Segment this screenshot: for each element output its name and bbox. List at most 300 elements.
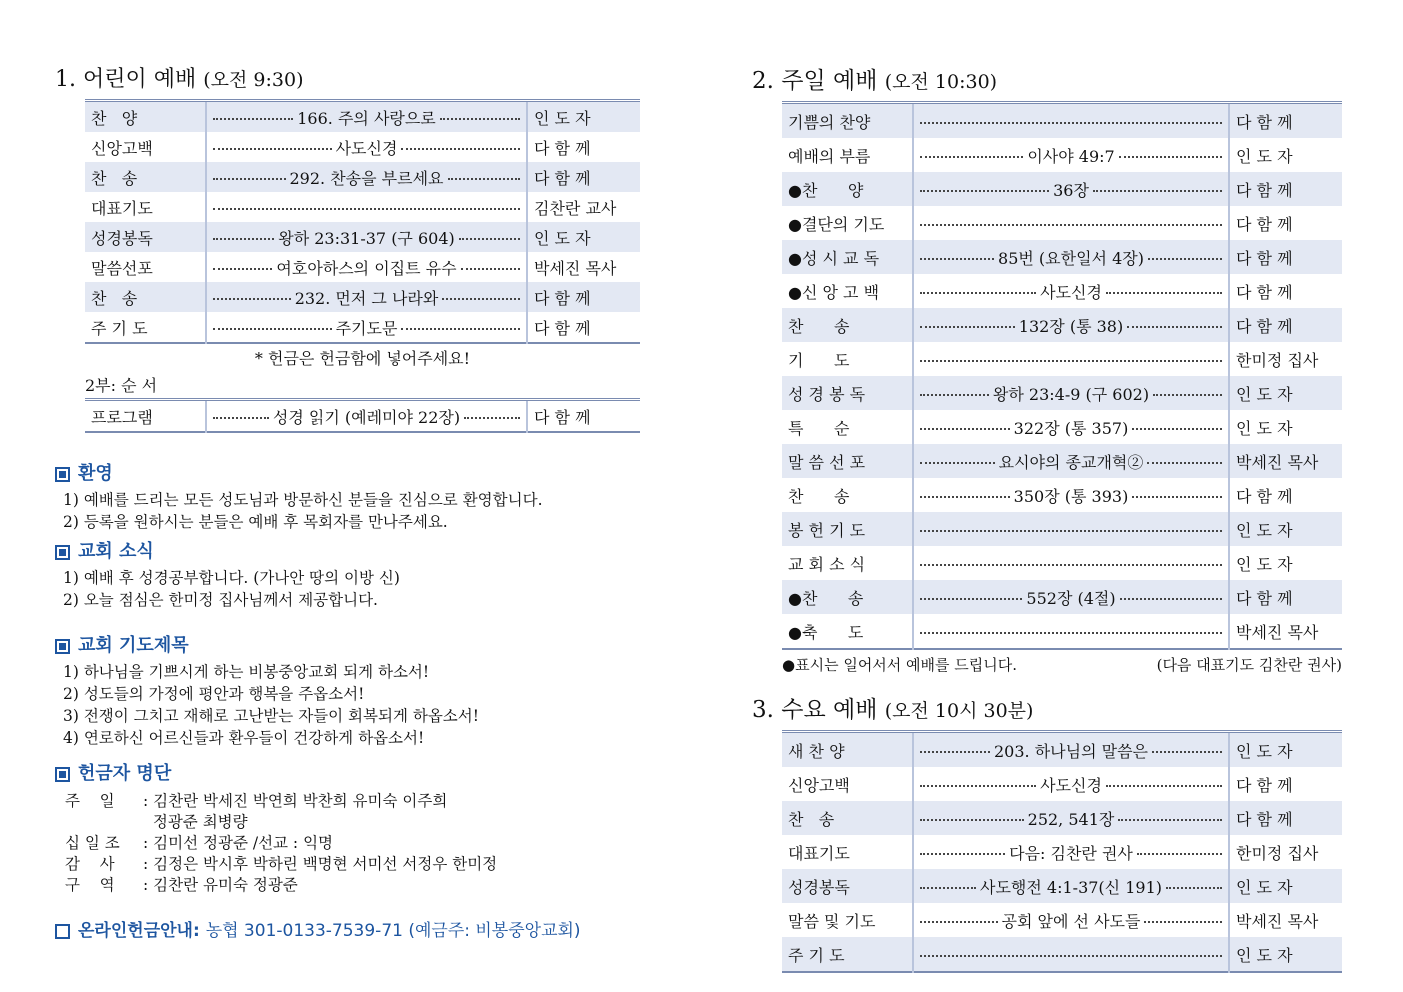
order-row bbox=[85, 132, 640, 162]
dot-fill bbox=[213, 417, 269, 419]
dot-fill bbox=[920, 360, 1222, 362]
dotted-leader bbox=[213, 256, 520, 279]
order-item: 성경봉독 bbox=[782, 869, 913, 903]
dot-fill bbox=[920, 530, 1222, 532]
order-row bbox=[782, 512, 1342, 546]
list-item: 2) 오늘 점심은 한미정 집사님께서 제공합니다. bbox=[63, 591, 378, 609]
sunday-footnote bbox=[782, 654, 1342, 675]
order-leader: 인 도 자 bbox=[1236, 146, 1293, 166]
dotted-leader bbox=[213, 286, 520, 309]
order-item: 말 씀 선 포 bbox=[782, 444, 913, 478]
content-text: 성경 읽기 (예레미야 22장) bbox=[272, 407, 461, 427]
dotted-leader bbox=[920, 807, 1222, 830]
dot-fill bbox=[213, 208, 520, 210]
donor-names: : 김정은 박시후 박하린 백명현 서미선 서정우 한미정 bbox=[143, 855, 498, 873]
order-row bbox=[782, 410, 1342, 444]
dot-fill bbox=[920, 224, 1222, 226]
dot-fill bbox=[213, 118, 293, 120]
list-item: 1) 예배 후 성경공부합니다. (가나안 땅의 이방 신) bbox=[63, 569, 400, 587]
prayer-title: 교회 기도제목 bbox=[78, 635, 189, 656]
donors-heading bbox=[55, 759, 645, 785]
order-leader: 다 함 께 bbox=[1236, 282, 1293, 302]
order-item: 성경봉독 bbox=[85, 222, 206, 252]
order-item: 주 기 도 bbox=[91, 318, 148, 338]
dotted-leader bbox=[920, 280, 1222, 303]
order-leader: 다 함 께 bbox=[527, 282, 640, 312]
order-leader: 한미정 집사 bbox=[1236, 843, 1319, 863]
order-item: 특 순 bbox=[788, 418, 850, 438]
content-text: 다음: 김찬란 권사 bbox=[1009, 843, 1133, 863]
order-content bbox=[913, 767, 1229, 801]
order-row bbox=[782, 103, 1342, 139]
dot-fill bbox=[448, 178, 521, 180]
donor-row bbox=[65, 833, 645, 854]
children-worship-title bbox=[55, 62, 645, 93]
content-text: 사도신경 bbox=[335, 138, 398, 158]
list-item: 3) 전쟁이 그치고 재해로 고난받는 자들이 회복되게 하옵소서! bbox=[63, 707, 479, 725]
order-row bbox=[782, 732, 1342, 768]
order-content bbox=[913, 801, 1229, 835]
order-content bbox=[206, 222, 527, 252]
order-item: 기쁨의 찬양 bbox=[782, 103, 913, 139]
order-row bbox=[782, 172, 1342, 206]
content-text: 232. 먼저 그 나라와 bbox=[294, 288, 439, 308]
order-row bbox=[782, 767, 1342, 801]
list-item: 1) 하나님을 기쁘시게 하는 비봉중앙교회 되게 하소서! bbox=[63, 663, 430, 681]
dot-fill bbox=[1144, 921, 1222, 923]
dotted-leader bbox=[920, 951, 1222, 957]
order-row bbox=[782, 342, 1342, 376]
order-leader: 다 함 께 bbox=[1229, 580, 1342, 614]
content-text: 사도신경 bbox=[1040, 282, 1102, 302]
donor-row bbox=[65, 854, 645, 875]
part2-table bbox=[85, 398, 640, 433]
donors-list bbox=[65, 791, 645, 896]
dot-fill bbox=[920, 394, 989, 396]
dot-fill bbox=[920, 598, 1022, 600]
order-content bbox=[913, 732, 1229, 768]
order-item: 예배의 부름 bbox=[788, 146, 871, 166]
donor-row bbox=[65, 812, 645, 833]
donor-names: : 김미선 정광준 /선교 : 익명 bbox=[143, 834, 334, 852]
order-content bbox=[913, 869, 1229, 903]
order-content bbox=[913, 206, 1229, 240]
order-leader: 박세진 목사 bbox=[1229, 444, 1342, 478]
order-row bbox=[782, 478, 1342, 512]
order-row bbox=[85, 222, 640, 252]
order-content bbox=[913, 172, 1229, 206]
list-item: 1) 예배를 드리는 모든 성도님과 방문하신 분들을 진심으로 환영합니다. bbox=[63, 491, 543, 509]
order-leader: 인 도 자 bbox=[527, 101, 640, 133]
prayer-heading bbox=[55, 631, 645, 657]
dotted-leader bbox=[213, 204, 520, 210]
content-text: 왕하 23:4-9 (구 602) bbox=[992, 384, 1150, 404]
order-leader: 다 함 께 bbox=[534, 407, 591, 427]
dotted-leader bbox=[920, 220, 1222, 226]
order-leader: 다 함 께 bbox=[1236, 214, 1293, 234]
dotted-leader bbox=[920, 356, 1222, 362]
order-leader: 인 도 자 bbox=[1229, 869, 1342, 903]
dotted-leader bbox=[920, 909, 1222, 932]
order-leader: 다 함 께 bbox=[1229, 801, 1342, 835]
order-row bbox=[85, 162, 640, 192]
news-heading bbox=[55, 537, 645, 563]
order-content bbox=[206, 132, 527, 162]
dot-fill bbox=[1166, 887, 1222, 889]
dot-fill bbox=[920, 751, 990, 753]
order-item: ●축 도 bbox=[788, 622, 864, 642]
news-title: 교회 소식 bbox=[78, 541, 154, 562]
order-item: 찬 송 bbox=[782, 308, 913, 342]
dot-fill bbox=[920, 887, 976, 889]
content-text: 85번 (요한일서 4장) bbox=[998, 248, 1144, 268]
dot-fill bbox=[213, 238, 274, 240]
order-leader: 다 함 께 bbox=[1236, 775, 1293, 795]
section-title-text: 1. 어린이 예배 bbox=[55, 67, 197, 92]
content-text: 292. 찬송을 부르세요 bbox=[289, 168, 444, 188]
order-content bbox=[206, 400, 527, 433]
standing-note: ●표시는 일어서서 예배를 드립니다. bbox=[782, 656, 1018, 674]
dot-fill bbox=[920, 564, 1222, 566]
order-item: 대표기도 bbox=[91, 198, 153, 218]
dot-fill bbox=[1132, 428, 1222, 430]
dot-fill bbox=[920, 258, 994, 260]
dot-fill bbox=[920, 428, 1010, 430]
order-item: 대표기도 bbox=[788, 843, 850, 863]
dotted-leader bbox=[920, 118, 1222, 124]
order-item: 찬 송 bbox=[788, 486, 850, 506]
dot-fill bbox=[213, 148, 332, 150]
order-row bbox=[782, 614, 1342, 649]
order-leader: 인 도 자 bbox=[527, 222, 640, 252]
order-item: 찬 송 bbox=[85, 282, 206, 312]
dot-fill bbox=[401, 148, 520, 150]
content-text: 사도신경 bbox=[1040, 775, 1102, 795]
dot-fill bbox=[1093, 190, 1222, 192]
dot-fill bbox=[1152, 751, 1222, 753]
order-content bbox=[206, 192, 527, 222]
news-list bbox=[63, 567, 645, 611]
dot-fill bbox=[213, 178, 286, 180]
order-row bbox=[782, 206, 1342, 240]
square-bullet-icon bbox=[55, 767, 70, 782]
list-item: 4) 연로하신 어르신들과 환우들이 건강하게 하옵소서! bbox=[63, 729, 425, 747]
dot-fill bbox=[920, 326, 1015, 328]
order-item: 찬 양 bbox=[85, 101, 206, 133]
section-time: (오전 10시 30분) bbox=[884, 700, 1034, 722]
order-item: ●결단의 기도 bbox=[788, 214, 885, 234]
content-text: 350장 (통 393) bbox=[1013, 486, 1129, 506]
order-item: 봉 헌 기 도 bbox=[782, 512, 913, 546]
dot-fill bbox=[213, 298, 291, 300]
section-time: (오전 9:30) bbox=[203, 69, 304, 91]
dot-fill bbox=[920, 190, 1049, 192]
order-content bbox=[913, 240, 1229, 274]
order-row bbox=[782, 138, 1342, 172]
content-text: 여호아하스의 이집트 유수 bbox=[276, 258, 457, 278]
order-content bbox=[913, 274, 1229, 308]
dotted-leader bbox=[213, 316, 520, 339]
content-text: 552장 (4절) bbox=[1026, 588, 1116, 608]
dotted-leader bbox=[920, 416, 1222, 439]
offering-note: * 헌금은 헌금함에 넣어주세요! bbox=[254, 349, 471, 368]
order-leader: 박세진 목사 bbox=[534, 258, 617, 278]
content-text: 203. 하나님의 말씀은 bbox=[994, 741, 1148, 761]
content-text: 252, 541장 bbox=[1027, 809, 1115, 829]
dotted-leader bbox=[920, 484, 1222, 507]
dotted-leader bbox=[213, 106, 520, 129]
list-item: 2) 성도들의 가정에 평안과 행복을 주옵소서! bbox=[63, 685, 365, 703]
order-leader: 다 함 께 bbox=[1229, 240, 1342, 274]
order-leader: 다 함 께 bbox=[1229, 103, 1342, 139]
dot-fill bbox=[920, 853, 1005, 855]
content-text: 요시야의 종교개혁② bbox=[998, 452, 1144, 472]
right-column bbox=[752, 62, 1346, 973]
order-content bbox=[913, 410, 1229, 444]
online-label: 온라인헌금안내: bbox=[78, 921, 200, 941]
dot-fill bbox=[401, 328, 520, 330]
children-order-table bbox=[85, 99, 640, 344]
content-text: 주기도문 bbox=[335, 318, 398, 338]
section-time: (오전 10:30) bbox=[884, 71, 998, 93]
donor-row bbox=[65, 875, 645, 896]
donor-label: 감 사 bbox=[65, 855, 115, 873]
order-row bbox=[782, 937, 1342, 972]
order-leader: 다 함 께 bbox=[1229, 308, 1342, 342]
order-leader: 박세진 목사 bbox=[1236, 911, 1319, 931]
content-text: 36장 bbox=[1053, 180, 1089, 200]
online-account: 농협 301-0133-7539-71 (예금주: 비봉중앙교회) bbox=[205, 921, 581, 941]
dot-fill bbox=[920, 156, 1023, 158]
donor-row bbox=[65, 791, 645, 812]
order-content bbox=[913, 103, 1229, 139]
dot-fill bbox=[213, 328, 332, 330]
order-leader: 인 도 자 bbox=[1229, 732, 1342, 768]
order-item: 프로그램 bbox=[91, 407, 153, 427]
welcome-title: 환영 bbox=[78, 463, 113, 484]
dotted-leader bbox=[920, 560, 1222, 566]
dot-fill bbox=[1106, 785, 1222, 787]
dot-fill bbox=[1137, 853, 1222, 855]
dotted-leader bbox=[920, 144, 1222, 167]
dot-fill bbox=[440, 118, 520, 120]
order-item: ●성 시 교 독 bbox=[782, 240, 913, 274]
order-item: 찬 송 bbox=[85, 162, 206, 192]
next-prayer-note: (다음 대표기도 김찬란 권사) bbox=[1156, 656, 1342, 674]
prayer-list bbox=[63, 661, 645, 749]
order-item: 신앙고백 bbox=[788, 775, 850, 795]
content-text: 공회 앞에 선 사도들 bbox=[1001, 911, 1141, 931]
content-text: 132장 (통 38) bbox=[1018, 316, 1124, 336]
welcome-list bbox=[63, 489, 645, 533]
content-text: 왕하 23:31-37 (구 604) bbox=[278, 228, 455, 248]
order-leader: 박세진 목사 bbox=[1236, 622, 1319, 642]
online-offering bbox=[55, 916, 645, 941]
dot-fill bbox=[920, 496, 1010, 498]
dot-fill bbox=[1118, 819, 1222, 821]
order-row bbox=[782, 580, 1342, 614]
order-row bbox=[782, 240, 1342, 274]
dotted-leader bbox=[213, 166, 520, 189]
dot-fill bbox=[459, 238, 520, 240]
order-leader: 인 도 자 bbox=[1229, 512, 1342, 546]
order-content bbox=[913, 835, 1229, 869]
order-item: 기 도 bbox=[788, 350, 850, 370]
order-content bbox=[913, 376, 1229, 410]
dot-fill bbox=[920, 785, 1036, 787]
content-text: 이사야 49:7 bbox=[1027, 146, 1115, 166]
content-text: 322장 (통 357) bbox=[1013, 418, 1129, 438]
dot-fill bbox=[464, 417, 520, 419]
order-leader: 다 함 께 bbox=[527, 162, 640, 192]
sunday-worship-title bbox=[752, 62, 1346, 95]
dot-fill bbox=[1147, 462, 1222, 464]
order-row bbox=[782, 546, 1342, 580]
order-item: ●신 앙 고 백 bbox=[788, 282, 880, 302]
order-row bbox=[85, 252, 640, 282]
dot-fill bbox=[1148, 258, 1222, 260]
order-leader: 다 함 께 bbox=[534, 318, 591, 338]
order-row bbox=[782, 869, 1342, 903]
order-leader: 인 도 자 bbox=[1236, 554, 1293, 574]
section-title-text: 2. 주일 예배 bbox=[752, 68, 878, 94]
order-row bbox=[85, 101, 640, 133]
dot-fill bbox=[1106, 292, 1222, 294]
donor-names: 정광준 최병량 bbox=[143, 813, 248, 831]
order-leader: 인 도 자 bbox=[1236, 418, 1293, 438]
order-row bbox=[782, 444, 1342, 478]
order-content bbox=[206, 282, 527, 312]
wednesday-worship-title bbox=[752, 691, 1346, 724]
order-content bbox=[206, 252, 527, 282]
donor-label: 십 일 조 bbox=[65, 834, 120, 852]
dot-fill bbox=[213, 268, 272, 270]
order-leader: 다 함 께 bbox=[1236, 486, 1293, 506]
dot-fill bbox=[442, 298, 520, 300]
order-leader: 김찬란 교사 bbox=[534, 198, 617, 218]
dotted-leader bbox=[213, 405, 520, 428]
order-item: 성 경 봉 독 bbox=[782, 376, 913, 410]
order-item: 말씀선포 bbox=[91, 258, 153, 278]
dot-fill bbox=[920, 921, 998, 923]
order-content bbox=[206, 162, 527, 192]
dotted-leader bbox=[920, 875, 1222, 898]
dotted-leader bbox=[920, 382, 1222, 405]
order-content bbox=[206, 101, 527, 133]
dotted-leader bbox=[920, 450, 1222, 473]
order-row bbox=[85, 192, 640, 222]
dotted-leader bbox=[920, 314, 1222, 337]
dotted-leader bbox=[920, 628, 1222, 634]
dot-fill bbox=[920, 632, 1222, 634]
square-bullet-icon bbox=[55, 545, 70, 560]
section-title-text: 3. 수요 예배 bbox=[752, 697, 878, 723]
content-text: 166. 주의 사랑으로 bbox=[297, 108, 436, 128]
order-row bbox=[85, 400, 640, 433]
order-leader: 인 도 자 bbox=[1229, 937, 1342, 972]
order-item: ●찬 송 bbox=[782, 580, 913, 614]
order-row bbox=[782, 801, 1342, 835]
donor-label: 구 역 bbox=[65, 876, 115, 894]
dot-fill bbox=[920, 955, 1222, 957]
dot-fill bbox=[1132, 496, 1222, 498]
order-leader: 다 함 께 bbox=[534, 138, 591, 158]
dotted-leader bbox=[920, 739, 1222, 762]
list-item: 2) 등록을 원하시는 분들은 예배 후 목회자를 만나주세요. bbox=[63, 513, 448, 531]
dot-fill bbox=[1153, 394, 1222, 396]
dot-fill bbox=[461, 268, 520, 270]
dotted-leader bbox=[920, 246, 1222, 269]
order-leader: 한미정 집사 bbox=[1236, 350, 1319, 370]
order-item: ●찬 양 bbox=[782, 172, 913, 206]
dot-fill bbox=[1119, 156, 1222, 158]
order-row bbox=[782, 835, 1342, 869]
order-content bbox=[206, 312, 527, 343]
order-content bbox=[913, 937, 1229, 972]
dotted-leader bbox=[213, 226, 520, 249]
order-row bbox=[85, 312, 640, 343]
order-content bbox=[913, 444, 1229, 478]
left-column bbox=[55, 62, 645, 941]
order-row bbox=[782, 903, 1342, 937]
order-item: 찬 송 bbox=[782, 801, 913, 835]
order-content bbox=[913, 512, 1229, 546]
donor-label bbox=[65, 812, 143, 833]
dot-fill bbox=[920, 122, 1222, 124]
order-leader: 인 도 자 bbox=[1229, 376, 1342, 410]
order-content bbox=[913, 903, 1229, 937]
dot-fill bbox=[920, 292, 1036, 294]
order-item: 주 기 도 bbox=[782, 937, 913, 972]
donor-names: : 김찬란 유미숙 정광준 bbox=[143, 876, 298, 894]
order-content bbox=[913, 342, 1229, 376]
donors-title: 헌금자 명단 bbox=[78, 763, 172, 784]
wednesday-order-table bbox=[782, 730, 1342, 973]
order-item: 말씀 및 기도 bbox=[788, 911, 876, 931]
order-item: 새 찬 양 bbox=[782, 732, 913, 768]
square-bullet-icon bbox=[55, 924, 70, 939]
order-content bbox=[913, 478, 1229, 512]
order-item: 교 회 소 식 bbox=[788, 554, 866, 574]
dotted-leader bbox=[920, 773, 1222, 796]
order-item: 신앙고백 bbox=[91, 138, 153, 158]
dotted-leader bbox=[920, 526, 1222, 532]
order-content bbox=[913, 308, 1229, 342]
dotted-leader bbox=[920, 841, 1222, 864]
order-content bbox=[913, 580, 1229, 614]
order-leader: 다 함 께 bbox=[1229, 172, 1342, 206]
donor-label: 주 일 bbox=[65, 792, 115, 810]
dot-fill bbox=[1127, 326, 1222, 328]
dot-fill bbox=[920, 819, 1024, 821]
order-row bbox=[85, 282, 640, 312]
content-text: 사도행전 4:1-37(신 191) bbox=[980, 877, 1162, 897]
order-row bbox=[782, 308, 1342, 342]
dotted-leader bbox=[213, 136, 520, 159]
donor-names: : 김찬란 박세진 박연희 박찬희 유미숙 이주희 bbox=[143, 792, 448, 810]
sunday-order-table bbox=[782, 101, 1342, 650]
order-content bbox=[913, 614, 1229, 649]
welcome-heading bbox=[55, 459, 645, 485]
square-bullet-icon bbox=[55, 467, 70, 482]
order-row bbox=[782, 274, 1342, 308]
part2-label: 2부: 순 서 bbox=[85, 376, 158, 395]
dotted-leader bbox=[920, 586, 1222, 609]
dotted-leader bbox=[920, 178, 1222, 201]
order-content bbox=[913, 546, 1229, 580]
dot-fill bbox=[920, 462, 995, 464]
order-content bbox=[913, 138, 1229, 172]
